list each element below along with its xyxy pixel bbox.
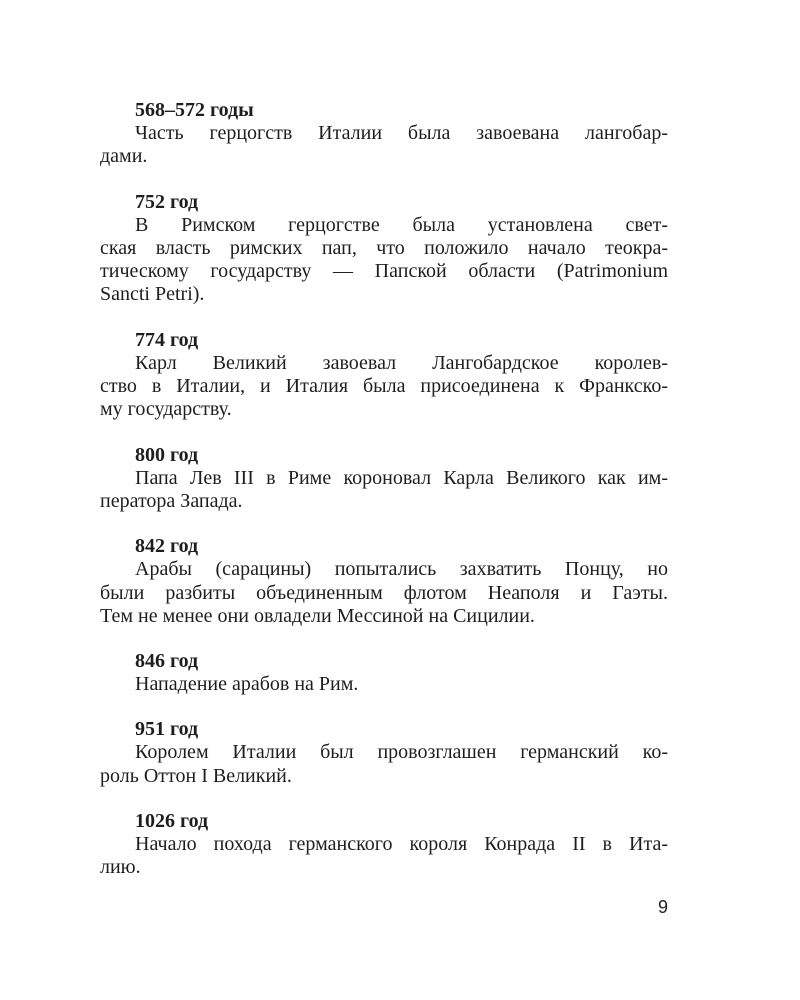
entry-year: 951 год — [135, 718, 199, 741]
entry-text — [100, 673, 668, 696]
chronology-entry — [100, 809, 668, 880]
entry-text — [100, 741, 668, 788]
chronology-entry — [100, 443, 668, 514]
text-line: Тем не менее они овладели Мессиной на Сицилии. — [100, 604, 535, 627]
entry-year: 800 год — [135, 443, 199, 466]
text-line: Часть герцогств Италии была завоевана лангобар- — [135, 122, 668, 144]
entry-year: 568–572 годы — [135, 99, 254, 121]
text-line: Арабы (сарацины) попытались захватить Понцу, но — [135, 558, 668, 581]
text-line: были разбиты объединенным флотом Неаполя и Гаэты. — [100, 581, 668, 604]
entry-text — [100, 833, 668, 880]
text-line: ператора Запада. — [100, 489, 243, 512]
entry-year: 1026 год — [135, 810, 209, 833]
text-line: Папа Лев III в Риме короновал Карла Великого как им- — [135, 466, 668, 489]
chronology-entry — [100, 98, 668, 169]
chronology-entry — [100, 328, 668, 422]
entry-text — [100, 467, 668, 514]
entry-year: 842 год — [135, 535, 199, 558]
page-number: 9 — [657, 897, 668, 917]
chronology-entry — [100, 717, 668, 788]
text-line: дами. — [100, 145, 148, 168]
entry-text — [100, 558, 668, 628]
text-line: лию. — [100, 856, 141, 879]
entry-year: 846 год — [135, 650, 199, 673]
chronology-list — [100, 98, 668, 901]
text-line: тическому государству — Папской области (Patrimonium — [100, 260, 668, 283]
text-line: ская власть римских пап, что положило начало теокра- — [100, 236, 668, 259]
chronology-entry — [100, 534, 668, 628]
entry-year: 752 год — [135, 190, 199, 213]
text-line: Sancti Petri). — [100, 283, 205, 306]
text-line: Нападение арабов на Рим. — [135, 673, 359, 696]
entry-year: 774 год — [135, 328, 199, 351]
text-line: роль Оттон I Великий. — [100, 764, 292, 787]
chronology-entry — [100, 649, 668, 696]
chronology-entry — [100, 190, 668, 307]
text-line: Карл Великий завоевал Лангобардское королев- — [135, 351, 668, 374]
text-line: В Римском герцогстве была установлена свет- — [135, 213, 668, 236]
text-line: му государству. — [100, 398, 232, 421]
entry-text — [100, 122, 668, 169]
text-line: ство в Италии, и Италия была присоединена к Франкско- — [100, 375, 668, 398]
text-line: Начало похода германского короля Конрада II в Ита- — [135, 833, 668, 856]
entry-text — [100, 352, 668, 422]
text-line: Королем Италии был провозглашен германский ко- — [135, 741, 668, 764]
entry-text — [100, 214, 668, 307]
